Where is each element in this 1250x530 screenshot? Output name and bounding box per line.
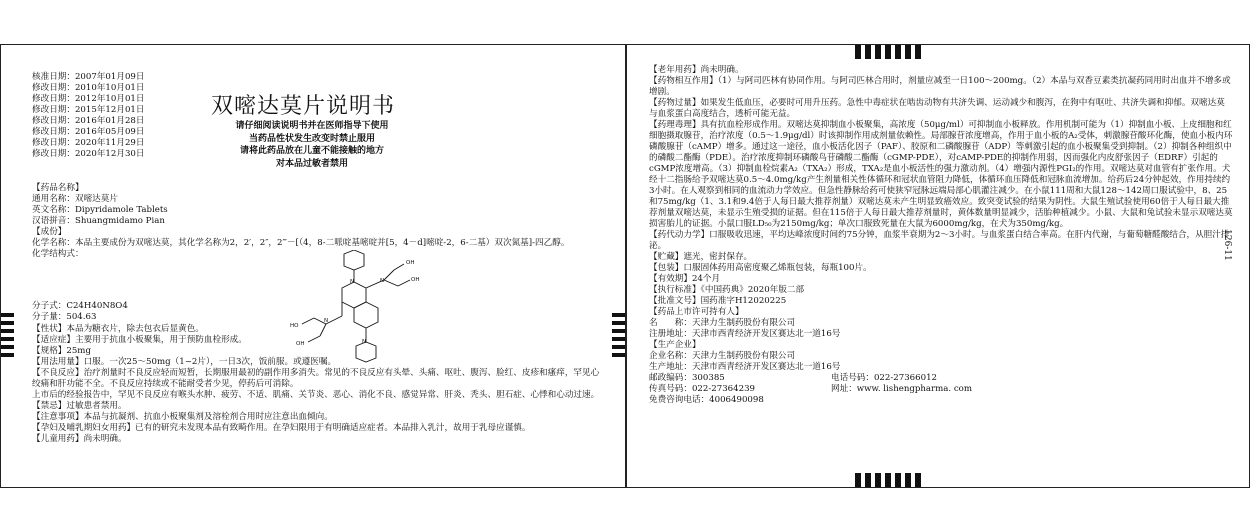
drug-info xyxy=(32,183,604,260)
contact-row xyxy=(649,384,1233,395)
section-line: 【药理毒理】具有抗血栓形成作用。双嘧达莫抑制血小板聚集，高浓度（50μg/ml）可抑制血小板释放。作用机制可能为（1）抑制血小板、上皮细胞和红细胞摄取腺苷，治疗浓度（0.5～1.9μg/dl）时该抑制作用成剂量依赖性。局部腺苷浓度增高，作用于血小板的A₂受体，刺激腺苷酸环化酶，使血小板内环磷酸腺苷（cAMP）增多。通过这一途径，血小板活化因子（PAF）、胶原和二磷酸腺苷（ADP）等刺激引起的血小板聚集受到抑制。（2）抑制各种组织中的磷酸二酯酶（PDE）。治疗浓度抑制环磷酸鸟苷磷酸二酯酶（cGMP-PDE），对cAMP-PDE的抑制作用弱，因而强化内皮舒张因子（EDRF）引起的cGMP浓度增高。（3）抑制血栓烷素A₂（TXA₂）形成，TXA₂是血小板活性的强力激动剂。（4）增强内源性PGI₂的作用。双嘧达莫对血管有扩张作用。犬经十二指肠给予双嘧达莫0.5～4.0mg/kg产生剂量相关性体循环和冠状血管阻力降低，体循环血压降低和冠脉血流增加。给药后24分钟起效，作用持续约3小时。在人观察到相同的血流动力学效应。但急性静脉给药可使狭窄冠脉远端局部心肌灌注减少。在小鼠111周和大鼠128～142周口服试验中，8、25和75mg/kg（1、3.1和9.4倍于人每日最大推荐剂量）双嘧达莫未产生明显致癌效应。致突变试验的结果为阴性。大鼠生殖试验使用60倍于人每日最大推荐剂量双嘧达莫，未显示生殖受损的证据。但在115倍于人每日最大推荐剂量时，黄体数量明显减少，活胎种植减少。小鼠、大鼠和兔试验未显示双嘧达莫损害胎儿的证据。小鼠口服LD₅₀为2150mg/kg；单次口服致死量在大鼠为6000mg/kg，在犬为350mg/kg。 xyxy=(649,120,1233,229)
detail-line: 【禁忌】过敏患者禁用。 xyxy=(32,401,127,411)
detail-line: 【用法用量】口服。一次25～50mg（1~2片），一日3次，饭前服。或遵医嘱。 xyxy=(32,357,337,367)
info-line: 英文名称：Dipyridamole Tablets xyxy=(32,205,168,215)
formula-line: 分子式：C24H40N8O4 xyxy=(32,301,128,311)
info-line: 化学结构式： xyxy=(32,249,84,259)
oh-label: HO xyxy=(290,323,299,329)
website: 网址：www. lishengpharma. com xyxy=(831,384,972,394)
info-line: 汉语拼音：Shuangmidamo Pian xyxy=(32,216,165,226)
section-line: 【生产企业】 xyxy=(649,340,701,350)
postcode: 邮政编码：300385 xyxy=(649,373,725,383)
n-label: N xyxy=(362,339,367,345)
phone: 电话号码：022-27366012 xyxy=(831,373,938,383)
section-line: 【贮藏】遮光，密封保存。 xyxy=(649,252,753,262)
info-line: 化学名称：本品主要成份为双嘧达莫，其化学名称为2，2′，2″，2‴－[（4，8-二哌啶基嘧啶并[5，4－d]嘧啶-2，6-二基）双次氮基]-四乙醇。 xyxy=(32,238,570,248)
date-line: 修改日期：2012年10月01日 xyxy=(32,94,145,104)
detail-line: 【性状】本品为糖衣片，除去包衣后显黄色。 xyxy=(32,324,204,334)
oh-label: OH xyxy=(411,277,420,283)
section-line: 【药品上市许可持有人】 xyxy=(649,307,744,317)
warning-line: 请仔细阅读说明书并在医师指导下使用 xyxy=(235,121,389,131)
detail-line: 【儿童用药】尚未明确。 xyxy=(32,434,127,444)
section-line: 【药物相互作用】（1）与阿司匹林有协同作用。与阿司匹林合用时，剂量应减至一日100～200mg。（2）本品与双香豆素类抗凝药同用时出血并不增多或增剧。 xyxy=(649,76,1231,97)
section-line: 名 称：天津力生制药股份有限公司 xyxy=(649,318,796,328)
detail-line: 上市后的经验报告中，罕见不良反应有喉头水肿、疲劳、不适、肌痛、关节炎、恶心、消化不良、感觉异常、肝炎、秃头、胆石症、心悸和心动过速。 xyxy=(32,390,600,400)
n-label: N xyxy=(380,278,385,284)
drug-details xyxy=(32,324,604,445)
oh-label: OH xyxy=(406,260,415,266)
registration-marks-right xyxy=(612,313,625,357)
left-panel xyxy=(0,44,626,488)
date-line: 修改日期：2020年12月30日 xyxy=(32,149,145,159)
registration-marks-bottom xyxy=(855,473,921,487)
detail-line: 【适应症】主要用于抗血小板聚集，用于预防血栓形成。 xyxy=(32,335,247,345)
n-label: N xyxy=(350,279,355,285)
date-line: 修改日期：2010年10月01日 xyxy=(32,83,145,93)
section-line: 注册地址：天津市西青经济开发区赛达北一道16号 xyxy=(649,329,841,339)
section-line: 【有效期】24个月 xyxy=(649,274,721,284)
detail-line: 【注意事项】本品与抗凝剂、抗血小板聚集剂及溶栓剂合用时应注意出血倾向。 xyxy=(32,412,333,422)
date-line: 修改日期：2015年12月01日 xyxy=(32,105,145,115)
molecular-formula xyxy=(32,301,604,323)
detail-line: 【不良反应】治疗剂量时不良反应轻而短暂，长期服用最初的副作用多消失。常见的不良反应有头晕、头痛、呕吐、腹泻、脸红、皮疹和瘙痒，罕见心绞痛和肝功能不全。不良反应持续或不能耐受者少见，停药后可消除。 xyxy=(32,368,600,389)
detail-line: 【孕妇及哺乳期妇女用药】已有的研究未发现本品有致畸作用。在孕妇限用于有明确适应症者。本品排入乳汁，故用于乳母应谨慎。 xyxy=(32,423,531,433)
date-line: 修改日期：2016年05月09日 xyxy=(32,127,145,137)
detail-line: 【规格】25mg xyxy=(32,346,91,356)
date-line: 修改日期：2016年01月28日 xyxy=(32,116,145,126)
document-code: 126-11 xyxy=(1222,229,1233,261)
warning-line: 对本品过敏者禁用 xyxy=(275,158,348,169)
contact-row xyxy=(649,373,1233,384)
info-line: 【成份】 xyxy=(32,227,67,237)
section-line: 【执行标准】《中国药典》2020年版二部 xyxy=(649,285,805,295)
document-title: 双嘧达莫片说明书 xyxy=(211,94,396,119)
section-line: 生产地址：天津市西青经济开发区赛达北一道16号 xyxy=(649,362,841,372)
hotline: 免费咨询电话：4006490098 xyxy=(649,395,764,405)
formula-line: 分子量：504.63 xyxy=(32,312,97,322)
section-line: 企业名称：天津力生制药股份有限公司 xyxy=(649,351,796,361)
section-line: 【包装】口服固体药用高密度聚乙烯瓶包装，每瓶100片。 xyxy=(649,263,872,273)
warning-line: 当药品性状发生改变时禁止服用 xyxy=(248,133,375,144)
section-line: 【老年用药】尚未明确。 xyxy=(649,65,744,75)
oh-label: OH xyxy=(296,341,305,347)
warning-line: 请将此药品放在儿童不能接触的地方 xyxy=(239,146,384,156)
right-panel xyxy=(626,44,1250,488)
fax: 传真号码：022-27364239 xyxy=(649,384,756,394)
info-line: 【药品名称】 xyxy=(32,183,84,193)
warning-box xyxy=(212,120,412,170)
date-line: 修改日期：2020年11月29日 xyxy=(32,138,145,148)
section-line: 【药代动力学】口服吸收迅速，平均达峰浓度时间约75分钟，血浆半衰期为2～3小时。与血浆蛋白结合率高。在肝内代谢，与葡萄糖醛酸结合，从胆汁排泌。 xyxy=(649,230,1230,251)
date-line: 核准日期：2007年01月09日 xyxy=(32,72,145,82)
n-label: N xyxy=(324,318,329,324)
registration-marks-top xyxy=(855,45,921,59)
right-sections xyxy=(649,65,1233,406)
registration-marks-left xyxy=(1,313,14,357)
section-line: 【药物过量】如果发生低血压，必要时可用升压药。急性中毒症状在啮齿动物有共济失调、运动减少和腹泻，在狗中有呕吐、共济失调和抑郁。双嘧达莫与血浆蛋白高度结合，透析可能无益。 xyxy=(649,98,1225,119)
revision-dates xyxy=(32,72,145,160)
info-line: 通用名称：双嘧达莫片 xyxy=(32,194,118,204)
section-line: 【批准文号】国药准字H12020225 xyxy=(649,296,787,306)
